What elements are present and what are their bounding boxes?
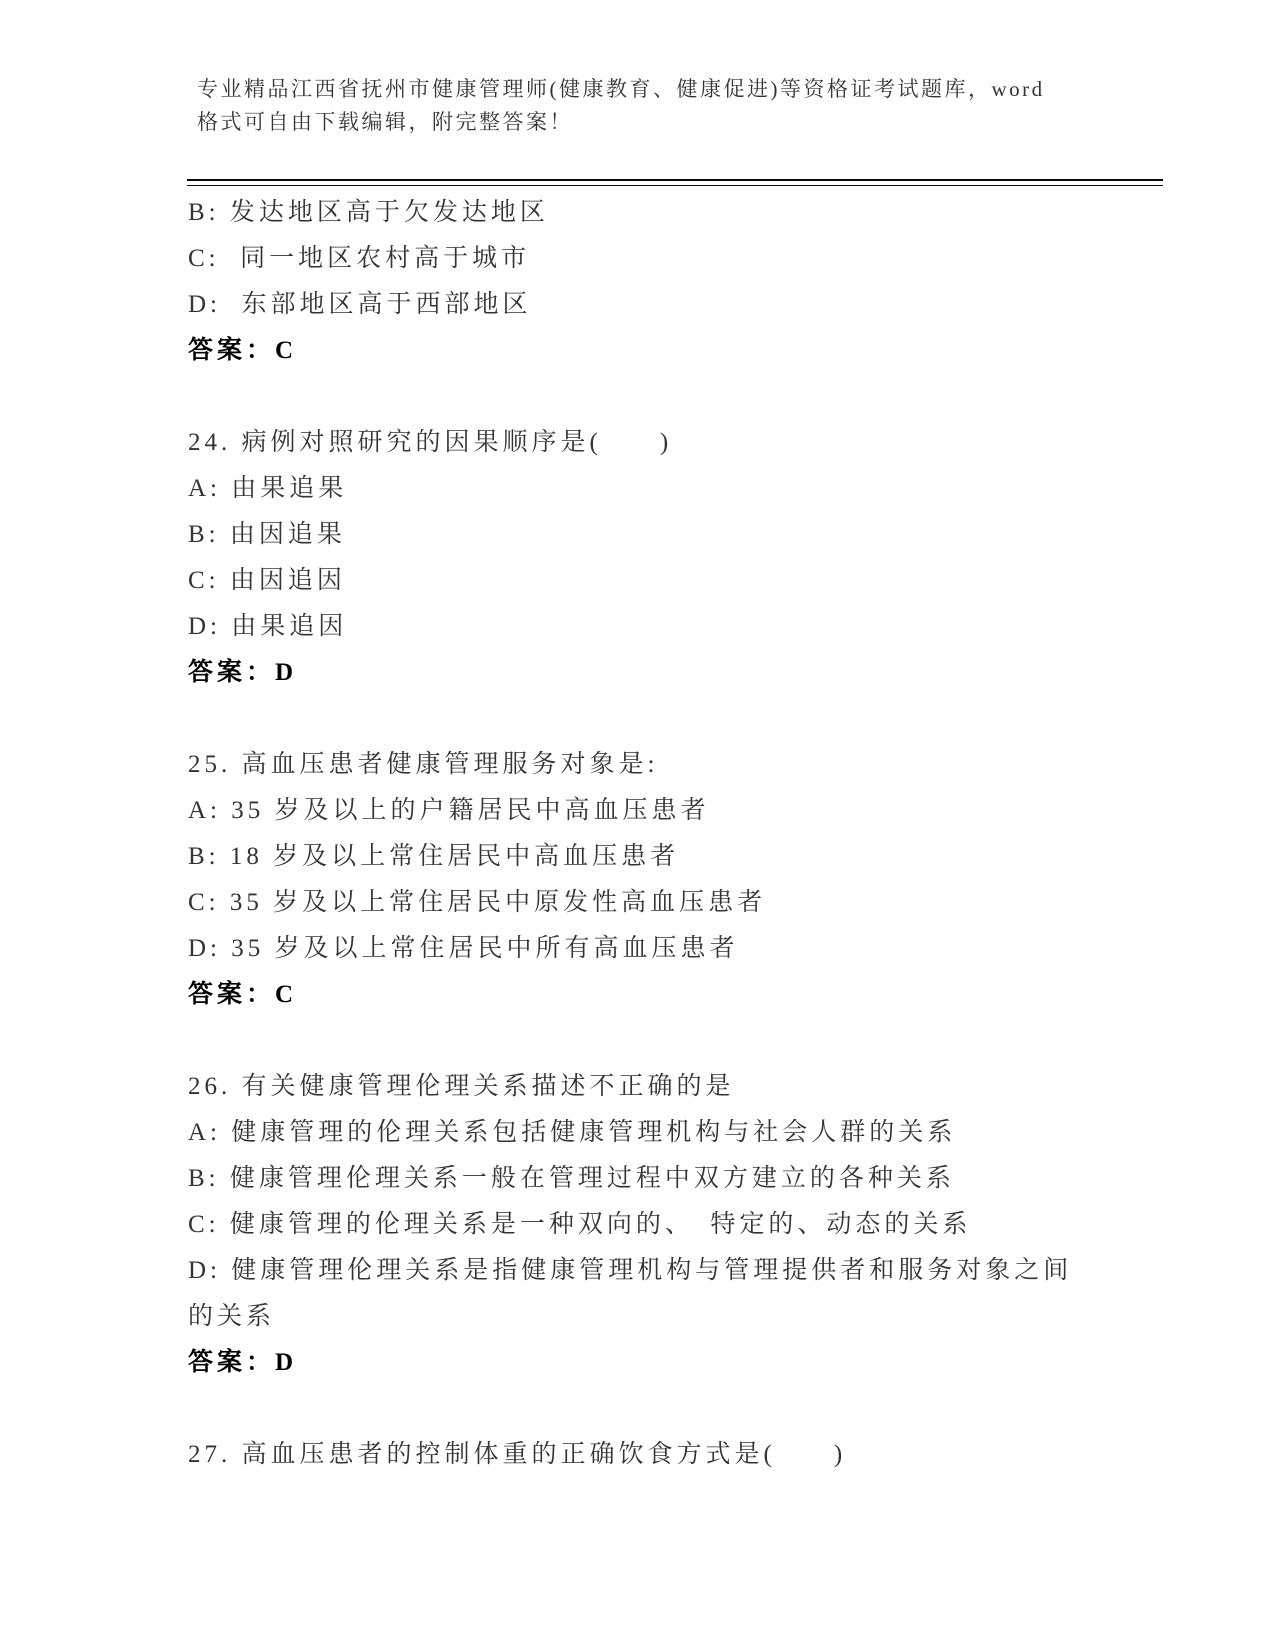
q24-option-d: D: 由果追因 [188,613,348,640]
question-block-23 [188,190,1164,374]
q26-option-a: A: 健康管理的伦理关系包括健康管理机构与社会人群的关系 [188,1119,957,1146]
q25-option-c: C: 35 岁及以上常住居民中原发性高血压患者 [188,889,767,916]
q26-option-b: B: 健康管理伦理关系一般在管理过程中双方建立的各种关系 [188,1165,955,1192]
q24-title: 24. 病例对照研究的因果顺序是( ) [188,429,673,456]
q23-option-c: C: 同一地区农村高于城市 [188,245,531,272]
q25-option-d: D: 35 岁及以上常住居民中所有高血压患者 [188,935,739,962]
q24-answer-line: 答案：D [188,659,298,686]
q26-option-d: D: 健康管理伦理关系是指健康管理机构与管理提供者和服务对象之间 [188,1257,1073,1284]
q26-option-c: C: 健康管理的伦理关系是一种双向的、 特定的、动态的关系 [188,1211,972,1238]
header-line-1: 专业精品江西省抚州市健康管理师(健康教育、健康促进)等资格证考试题库，word [197,77,1045,101]
q25-option-a: A: 35 岁及以上的户籍居民中高血压患者 [188,797,710,824]
q25-title: 25. 高血压患者健康管理服务对象是: [188,751,659,778]
question-block-26 [188,1064,1164,1386]
header-line-2: 格式可自由下载编辑，附完整答案！ [197,110,573,134]
question-block-25 [188,742,1164,1018]
q27-title: 27. 高血压患者的控制体重的正确饮食方式是( ) [188,1441,847,1468]
q23-answer-line: 答案：C [188,337,298,364]
page-header [197,73,1137,139]
document-body [188,190,1164,1478]
q25-option-b: B: 18 岁及以上常住居民中高血压患者 [188,843,680,870]
q26-title: 26. 有关健康管理伦理关系描述不正确的是 [188,1073,735,1100]
q25-answer-line: 答案：C [188,981,298,1008]
q23-option-d: D: 东部地区高于西部地区 [188,291,532,318]
q24-option-b: B: 由因追果 [188,521,346,548]
question-block-24 [188,420,1164,696]
q26-answer-line: 答案：D [188,1349,298,1376]
q23-option-b: B: 发达地区高于欠发达地区 [188,199,549,226]
q26-option-d-wrap: 的关系 [188,1303,276,1330]
q24-option-c: C: 由因追因 [188,567,346,594]
q24-option-a: A: 由果追果 [188,475,348,502]
header-divider-rule [187,179,1163,186]
question-block-27 [188,1432,1164,1478]
